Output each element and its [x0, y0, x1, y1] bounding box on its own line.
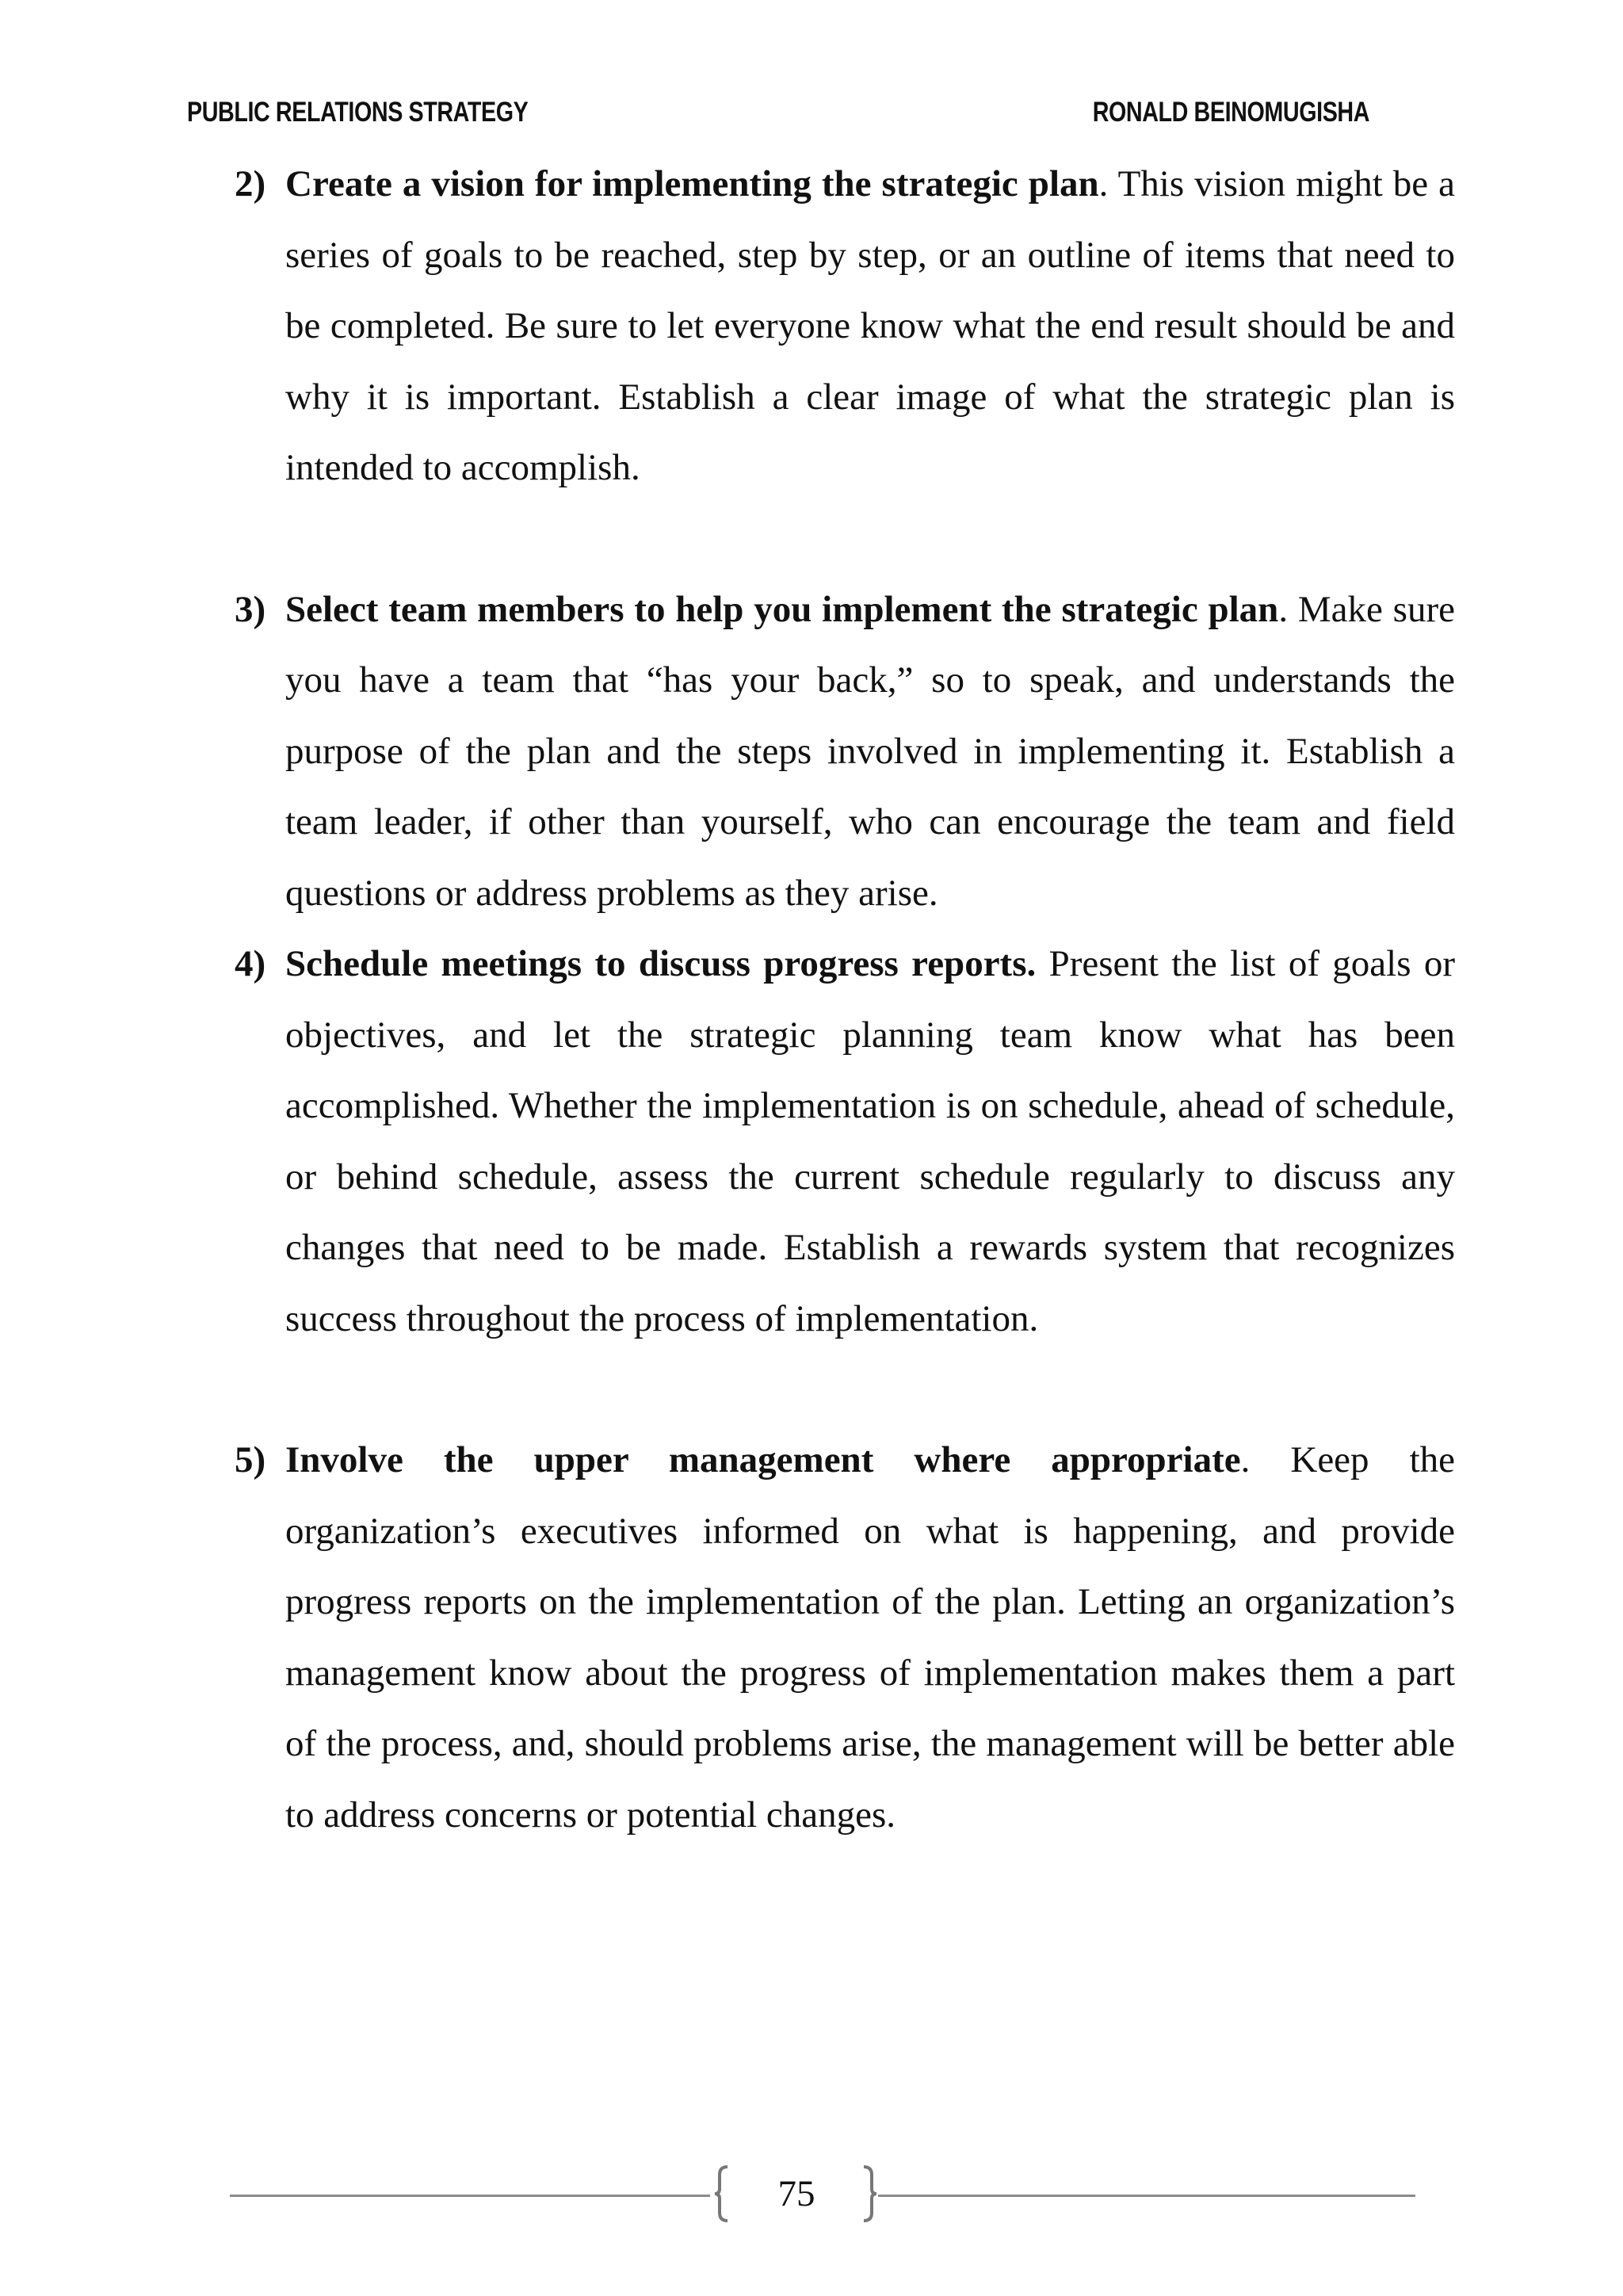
header-book-title: PUBLIC RELATIONS STRATEGY — [187, 97, 529, 128]
running-header — [0, 97, 1623, 136]
list-item-number: 3) — [235, 588, 266, 630]
list-item — [235, 149, 1455, 504]
page-number: 75 — [777, 2173, 815, 2214]
footer-rule-right — [878, 2195, 1415, 2197]
list-item-number: 5) — [235, 1439, 266, 1480]
left-brace-icon — [713, 2165, 731, 2222]
list-item-number: 4) — [235, 943, 266, 984]
page-footer — [0, 2162, 1623, 2225]
header-author-name: RONALD BEINOMUGISHA — [1092, 97, 1369, 128]
list-item — [235, 929, 1455, 1354]
list-item-title: Schedule meetings to discuss progress reports. — [285, 943, 1037, 984]
list-item-body: . Make sure you have a team that “has your back,” so to speak, and understands the purpose of the plan and the steps involved in implementing it. Establish a team leader, if other than yourself, who can encourage the team and field questions or address problems as they arise. — [285, 588, 1455, 914]
list-item-body: . This vision might be a series of goals to be reached, step by step, or an outline of items that need to be completed. Be sure to let everyone know what the end result should be and why it is important. Establish a clear image of what the strategic plan is intended to accomplish. — [285, 163, 1456, 488]
right-brace-icon — [861, 2165, 878, 2222]
list-item — [235, 575, 1455, 930]
list-item-title: Create a vision for implementing the strategic plan — [285, 163, 1099, 204]
footer-rule-left — [230, 2195, 710, 2197]
list-item-title: Involve the upper management where appropriate — [285, 1439, 1241, 1480]
list-item-number: 2) — [235, 163, 266, 204]
list-item-body: . Keep the organization’s executives informed on what is happening, and provide progress reports on the implementation of the plan. Letting an organization’s management know about the progress of implementation makes them a part of the process, and, should problems arise, the management will be better able to address concerns or potential changes. — [285, 1439, 1455, 1836]
list-item — [235, 1425, 1455, 1851]
list-item-title: Select team members to help you implement the strategic plan — [285, 588, 1279, 630]
page-body — [235, 149, 1455, 1851]
list-item-body: Present the list of goals or objectives, and let the strategic planning team know what has been accomplished. Whether the implementation is on schedule, ahead of schedule, or behind schedule, assess the current schedule regularly to discuss any changes that need to be made. Establish a rewards system that recognizes success throughout the process of implementation. — [285, 943, 1455, 1339]
